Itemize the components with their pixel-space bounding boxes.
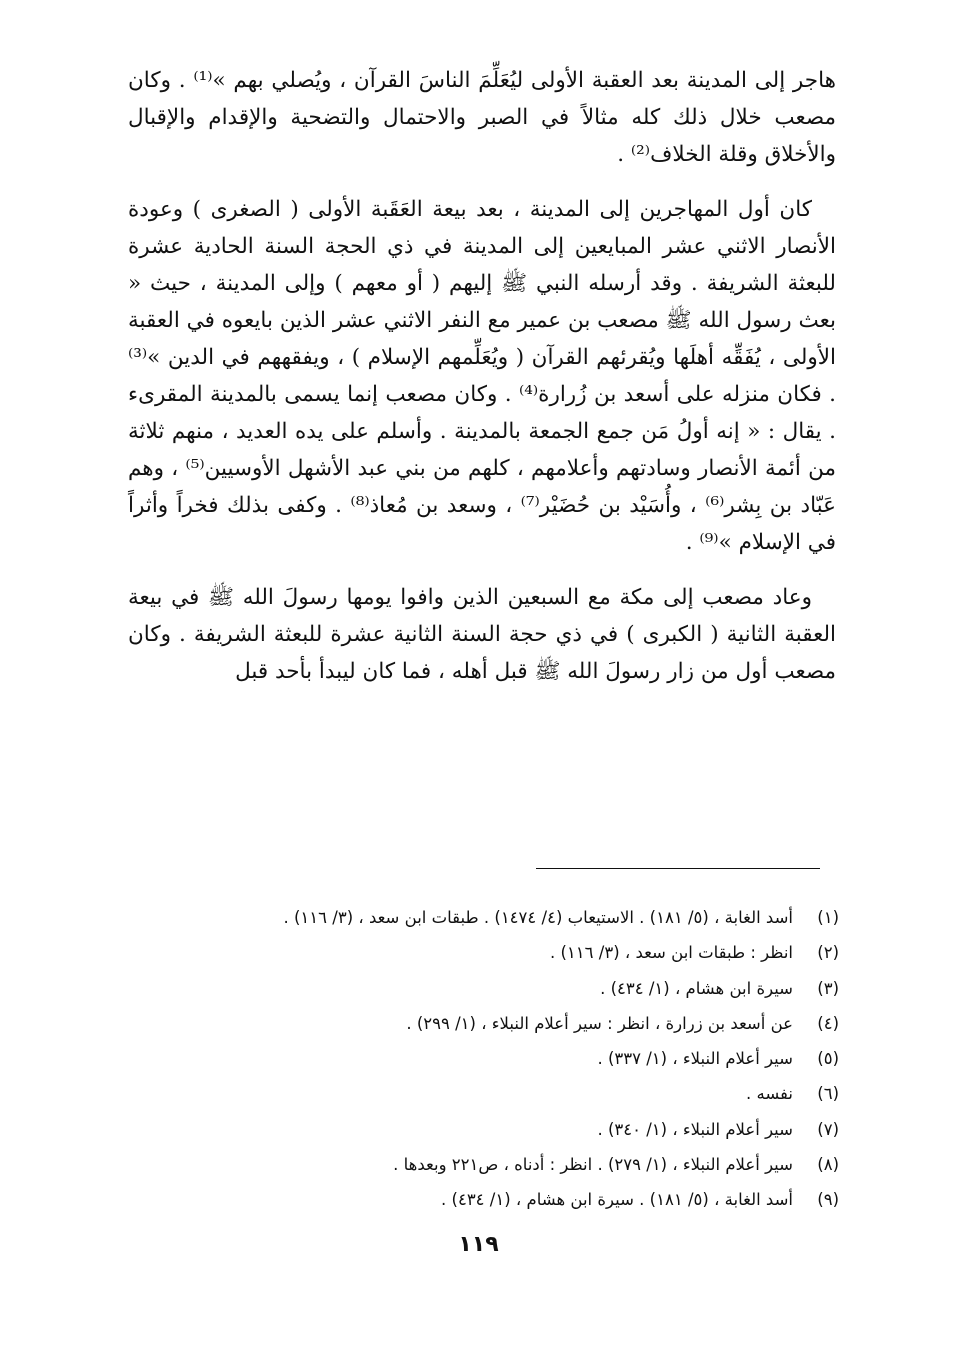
paragraph-2: كان أول المهاجرين إلى المدينة ، بعد بيعة العَقَبة الأولى ( الصغرى ) وعودة الأنصار الاثني عشر المبايعين إلى المدينة في ذي الحجة السنة الحادية عشرة للبعثة الشريفة . وقد أرسله النبي ﷺ إليهم ( أو معهم ) وإلى المدينة ، حيث « بعث رسول الله ﷺ مصعب بن عمير مع النفر الاثني عشر الذين بايعوه في العقبة الأولى ، يُفَقِّه أهلَها ويُقرئهم القرآن ( ويُعَلِّمهم الإسلام ) ، ويفقههم في الدين »⁽³⁾ . فكان منزله على أسعد بن زُرارة⁽⁴⁾ . وكان مصعب إنما يسمى بالمدينة المقرىء . يقال : « إنه أولُ مَن جمع الجمعة بالمدينة . وأسلم على يده العديد ، منهم ثلاثة من أئمة الأنصار وسادتهم وأعلامهم ، كلهم من بني عبد الأشهل الأوسيين⁽⁵⁾ ، وهم عَبّاد بن بِشر⁽⁶⁾ ، وأُسَيْد بن حُضَيْر⁽⁷⁾ ، وسعد بن مُعاذ⁽⁸⁾ . وكفى بذلك فخراً وأثراً في الإسلام »⁽⁹⁾ .	[128, 197, 836, 555]
footnote-text: سيرة ابن هشام ، (١/ ٤٣٤) .	[600, 978, 793, 998]
footnote-text: أسد الغابة ، (٥/ ١٨١) . الاستيعاب (٤/ ١٤٧٤) . طبقات ابن سعد ، (٣/ ١١٦) .	[283, 908, 793, 927]
footnote-text: أسد الغابة ، (٥/ ١٨١) . سيرة ابن هشام ، (١/ ٤٣٤) .	[441, 1190, 793, 1210]
footnote-number: (٥)	[817, 1049, 839, 1069]
footnote-number: (٤)	[817, 1013, 839, 1033]
footnote-6	[139, 1076, 839, 1111]
page-number: ١١٩	[458, 1232, 499, 1257]
footnote-4	[139, 1006, 839, 1041]
footnote-3	[139, 971, 839, 1006]
footnote-number: (١)	[817, 908, 839, 927]
footnote-2	[139, 935, 839, 970]
footnote-text: انظر : طبقات ابن سعد ، (٣/ ١١٦) .	[549, 943, 793, 963]
main-text	[128, 62, 836, 708]
footnote-number: (٩)	[817, 1190, 839, 1210]
footnotes	[139, 900, 839, 1218]
footnote-1	[139, 900, 839, 935]
footnote-number: (٢)	[817, 943, 839, 963]
footnote-text: نفسه .	[746, 1084, 793, 1104]
footnote-separator	[536, 868, 820, 869]
paragraph-3: وعاد مصعب إلى مكة مع السبعين الذين وافوا يومها رسولَ الله ﷺ في بيعة العقبة الثانية ( الكبرى ) في ذي حجة السنة الثانية عشرة للبعثة الشريفة . وكان مصعب أول من زار رسولَ الله ﷺ قبل أهله ، فما كان ليبدأ بأحد قبل	[128, 585, 836, 684]
footnote-text: سير أعلام النبلاء ، (١/ ٣٤٠) .	[597, 1119, 793, 1139]
footnote-text: عن أسعد بن زرارة ، انظر : سير أعلام النبلاء ، (١/ ٢٩٩) .	[406, 1013, 793, 1033]
footnote-5	[139, 1041, 839, 1076]
paragraph-1: هاجر إلى المدينة بعد العقبة الأولى ليُعَلِّمَ الناسَ القرآن ، ويُصلي بهم »⁽¹⁾ . وكان مصعب خلال ذلك كله مثالاً في الصبر والاحتمال والتضحية والإقدام والإقبال والأخلاق وقلة الخلاف⁽²⁾ .	[128, 68, 836, 167]
footnote-number: (٣)	[817, 978, 839, 998]
footnote-text: سير أعلام النبلاء ، (١/ ٣٣٧) .	[597, 1049, 793, 1069]
footnote-text: سير أعلام النبلاء ، (١/ ٢٧٩) . انظر : أدناه ، ص٢٢١ وبعدها .	[393, 1155, 793, 1175]
footnote-8	[139, 1147, 839, 1182]
footnote-number: (٦)	[817, 1084, 839, 1104]
footnote-9	[139, 1182, 839, 1217]
footnote-number: (٧)	[817, 1119, 839, 1139]
footnote-7	[139, 1112, 839, 1147]
footnote-number: (٨)	[817, 1155, 839, 1175]
